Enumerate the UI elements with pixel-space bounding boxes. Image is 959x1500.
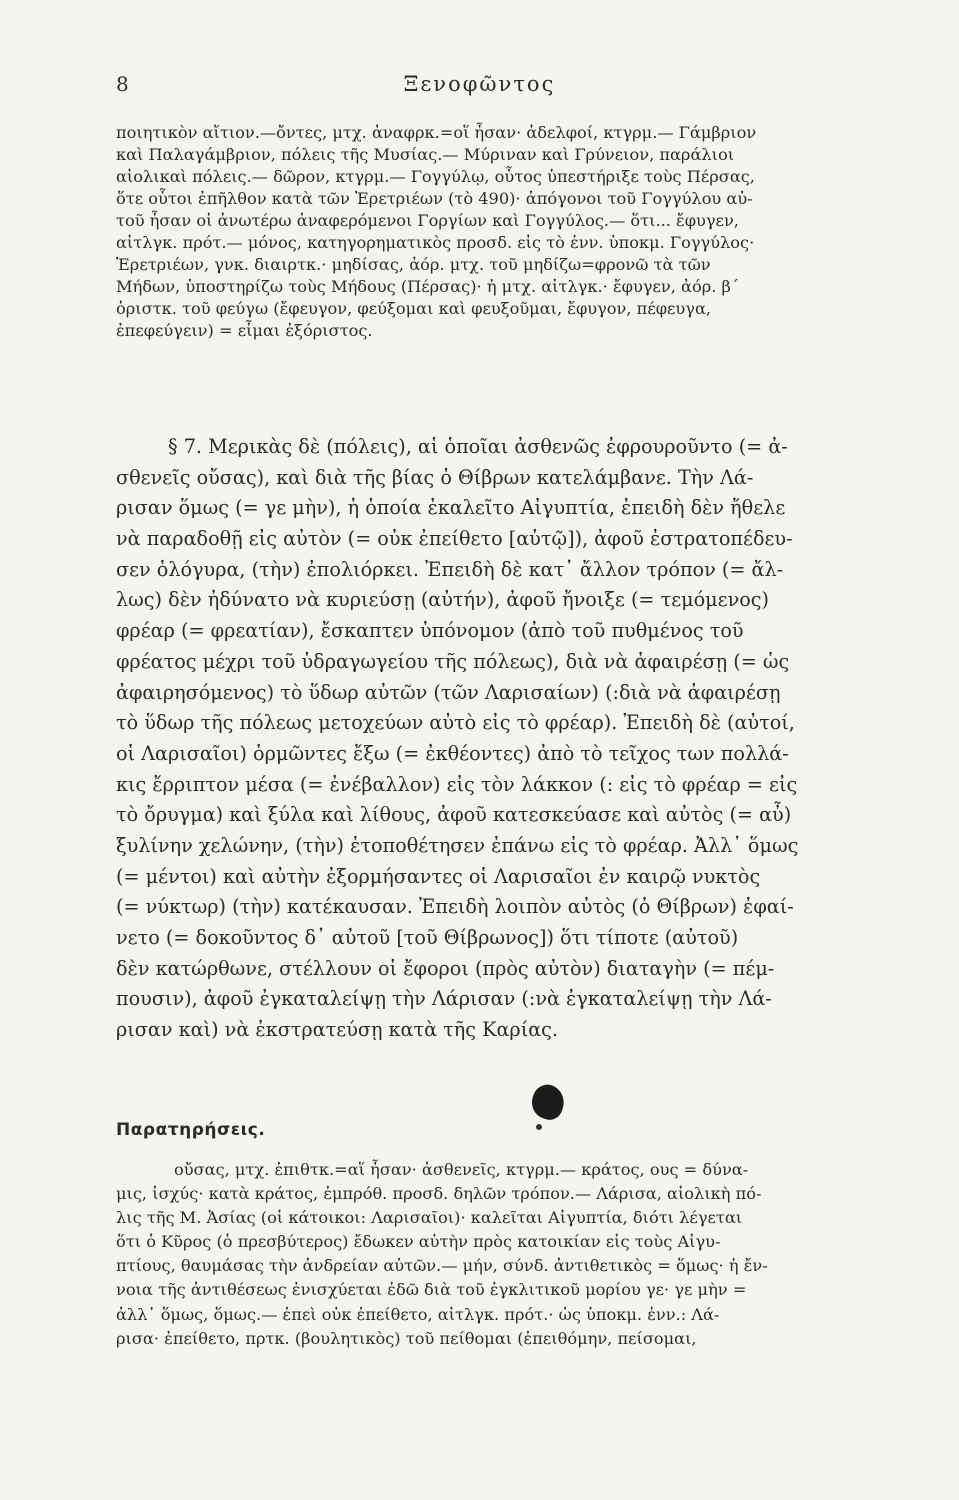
commentary-line: καὶ Παλαγάμβριον, πόλεις τῆς Μυσίας.— Μύριναν καὶ Γρύνειον, παράλιοι — [116, 145, 735, 164]
section-line: τὸ ὄρυγμα) καὶ ξύλα καὶ λίθους, ἀφοῦ κατεσκεύασε καὶ αὐτὸς (= αὖ) — [116, 803, 792, 827]
notes-line: οὔσας, μτχ. ἐπιθτκ.=αἵ ἦσαν· ἀσθενεῖς, κτγρμ.— κράτος, ους = δύνα- — [174, 1160, 749, 1179]
commentary-line: αἰτλγκ. πρότ.— μόνος, κατηγορηματικὸς προσδ. εἰς τὸ ἐνν. ὑποκμ. Γογγύλος· — [116, 233, 755, 252]
notes-line: νοια τῆς ἀντιθέσεως ἐνισχύεται ἐδῶ διὰ τοῦ ἐγκλιτικοῦ μορίου γε· γε μὴν = — [116, 1280, 747, 1300]
commentary-block — [116, 122, 909, 342]
page-header — [0, 72, 959, 102]
section-line: φρέαρ (= φρεατίαν), ἔσκαπτεν ὑπόνομον (ἀπὸ τοῦ πυθμένος τοῦ — [116, 619, 744, 643]
section-line: δὲν κατώρθωνε, στέλλουν οἱ ἔφοροι (πρὸς αὐτὸν) διαταγὴν (= πέμ- — [116, 956, 775, 980]
section-line: κις ἔρριπτον μέσα (= ἐνέβαλλον) εἰς τὸν λάκκον (: εἰς τὸ φρέαρ = εἰς — [116, 772, 798, 796]
section-line: ξυλίνην χελώνην, (τὴν) ἐτοποθέτησεν ἐπάνω εἰς τὸ φρέαρ. Ἀλλ᾿ ὅμως — [116, 833, 799, 857]
commentary-line: Μήδων, ὑποστηρίζω τοὺς Μήδους (Πέρσας)· ἡ μτχ. αἰτλγκ.· ἔφυγεν, ἀόρ. β΄ — [116, 277, 739, 296]
page-number: 8 — [116, 72, 129, 96]
section-line: πουσιν), ἀφοῦ ἐγκαταλείψῃ τὴν Λάρισαν (:νὰ ἐγκαταλείψῃ τὴν Λά- — [116, 987, 772, 1011]
section-line: νὰ παραδοθῇ εἰς αὐτὸν (= οὐκ ἐπείθετο [αὐτῷ]), ἀφοῦ ἐστρατοπέδευ- — [116, 527, 793, 551]
section-line: § 7. Μερικὰς δὲ (πόλεις), αἱ ὁποῖαι ἀσθενῶς ἐφρουροῦντο (= ἀ- — [168, 435, 788, 458]
section-line: (= μέντοι) καὶ αὐτὴν ἐξορμήσαντες οἱ Λαρισαῖοι ἐν καιρῷ νυκτὸς — [116, 864, 761, 888]
section-line: ρισαν καὶ) νὰ ἐκστρατεύσῃ κατὰ τῆς Καρίας. — [116, 1018, 559, 1042]
notes-line: πτίους, θαυμάσας τὴν ἀνδρείαν αὐτῶν.— μήν, σύνδ. ἀντιθετικὸς = ὅμως· ἡ ἔν- — [116, 1256, 768, 1276]
section-line: τὸ ὕδωρ τῆς πόλεως μετοχεύων αὐτὸ εἰς τὸ φρέαρ). Ἐπειδὴ δὲ (αὐτοί, — [116, 711, 795, 735]
notes-line: ρισα· ἐπείθετο, πρτκ. (βουλητικὸς) τοῦ πείθομαι (ἐπειθόμην, πείσομαι, — [116, 1328, 697, 1348]
commentary-line: ὅτε οὗτοι ἐπῆλθον κατὰ τῶν Ἐρετριέων (τὸ 490)· ἀπόγονοι τοῦ Γογγύλου αὐ- — [116, 189, 753, 208]
commentary-line: τοῦ ἦσαν οἱ ἀνωτέρω ἀναφερόμενοι Γοργίων καὶ Γογγύλος.— ὅτι... ἔφυγεν, — [116, 211, 739, 230]
section-line: φρέατος μέχρι τοῦ ὑδραγωγείου τῆς πόλεως), διὰ νὰ ἀφαιρέσῃ (= ὡς — [116, 649, 790, 673]
notes-block — [116, 1158, 909, 1351]
section-7-paraphrase — [116, 432, 909, 1046]
section-line: λως) δὲν ἠδύνατο νὰ κυριεύσῃ (αὐτήν), ἀφοῦ ἤνοιξε (= τεμόμενος) — [116, 588, 770, 612]
section-line: ρισαν ὅμως (= γε μὴν), ἡ ὁποία ἐκαλεῖτο Αἰγυπτία, ἐπειδὴ δὲν ἤθελε — [116, 496, 786, 520]
section-line: οἱ Λαρισαῖοι) ὁρμῶντες ἔξω (= ἐκθέοντες) ἀπὸ τὸ τεῖχος των πολλά- — [116, 741, 789, 765]
section-line: σθενεῖς οὔσας), καὶ διὰ τῆς βίας ὁ Θίβρων κατελάμβανε. Τὴν Λά- — [116, 465, 754, 489]
section-line: σεν ὁλόγυρα, (τὴν) ἐπολιόρκει. Ἐπειδὴ δὲ κατ᾿ ἄλλον τρόπον (= ἄλ- — [116, 557, 784, 581]
notes-heading: Παρατηρήσεις. — [116, 1120, 266, 1140]
notes-line: λις τῆς Μ. Ἀσίας (οἱ κάτοικοι: Λαρισαῖοι)· καλεῖται Αἰγυπτία, διότι λέγεται — [116, 1208, 743, 1228]
commentary-line: αἰολικαὶ πόλεις.— δῶρον, κτγρμ.— Γογγύλῳ, οὗτος ὑπεστήριξε τοὺς Πέρσας, — [116, 167, 755, 186]
section-line: ἀφαιρησόμενος) τὸ ὕδωρ αὐτῶν (τῶν Λαρισαίων) (:διὰ νὰ ἀφαιρέσῃ — [116, 680, 781, 704]
section-line: νετο (= δοκοῦντος δ᾿ αὐτοῦ [τοῦ Θίβρωνος]) ὅτι τίποτε (αὐτοῦ) — [116, 926, 739, 949]
commentary-line: Ἐρετριέων, γνκ. διαιρτκ.· μηδίσας, ἀόρ. μτχ. τοῦ μηδίζω=φρονῶ τὰ τῶν — [116, 255, 711, 274]
running-title: Ξενοφῶντος — [403, 72, 556, 96]
notes-line: ἀλλ᾿ ὅμως, ὅμως.— ἐπεὶ οὐκ ἐπείθετο, αἰτλγκ. πρότ.· ὡς ὑποκμ. ἐνν.: Λά- — [116, 1304, 720, 1324]
ink-stain — [528, 1081, 569, 1123]
commentary-line: ὁριστκ. τοῦ φεύγω (ἔφευγον, φεύξομαι καὶ φευξοῦμαι, ἔφυγον, πέφευγα, — [116, 299, 712, 318]
notes-line: μις, ἰσχύς· κατὰ κράτος, ἐμπρόθ. προσδ. δηλῶν τρόπον.— Λάρισα, αἰολικὴ πό- — [116, 1184, 762, 1204]
notes-line: ὅτι ὁ Κῦρος (ὁ πρεσβύτερος) ἔδωκεν αὐτὴν πρὸς κατοικίαν εἰς τοὺς Αἰγυ- — [116, 1232, 721, 1252]
commentary-line: ποιητικὸν αἴτιον.—ὄντες, μτχ. ἀναφρκ.=οἵ ἦσαν· ἀδελφοί, κτγρμ.— Γάμβριον — [116, 123, 757, 142]
commentary-line: ἐπεφεύγειν) = εἶμαι ἐξόριστος. — [116, 321, 373, 340]
ink-spot — [536, 1124, 542, 1130]
section-line: (= νύκτωρ) (τὴν) κατέκαυσαν. Ἐπειδὴ λοιπὸν αὐτὸς (ὁ Θίβρων) ἐφαί- — [116, 895, 794, 919]
